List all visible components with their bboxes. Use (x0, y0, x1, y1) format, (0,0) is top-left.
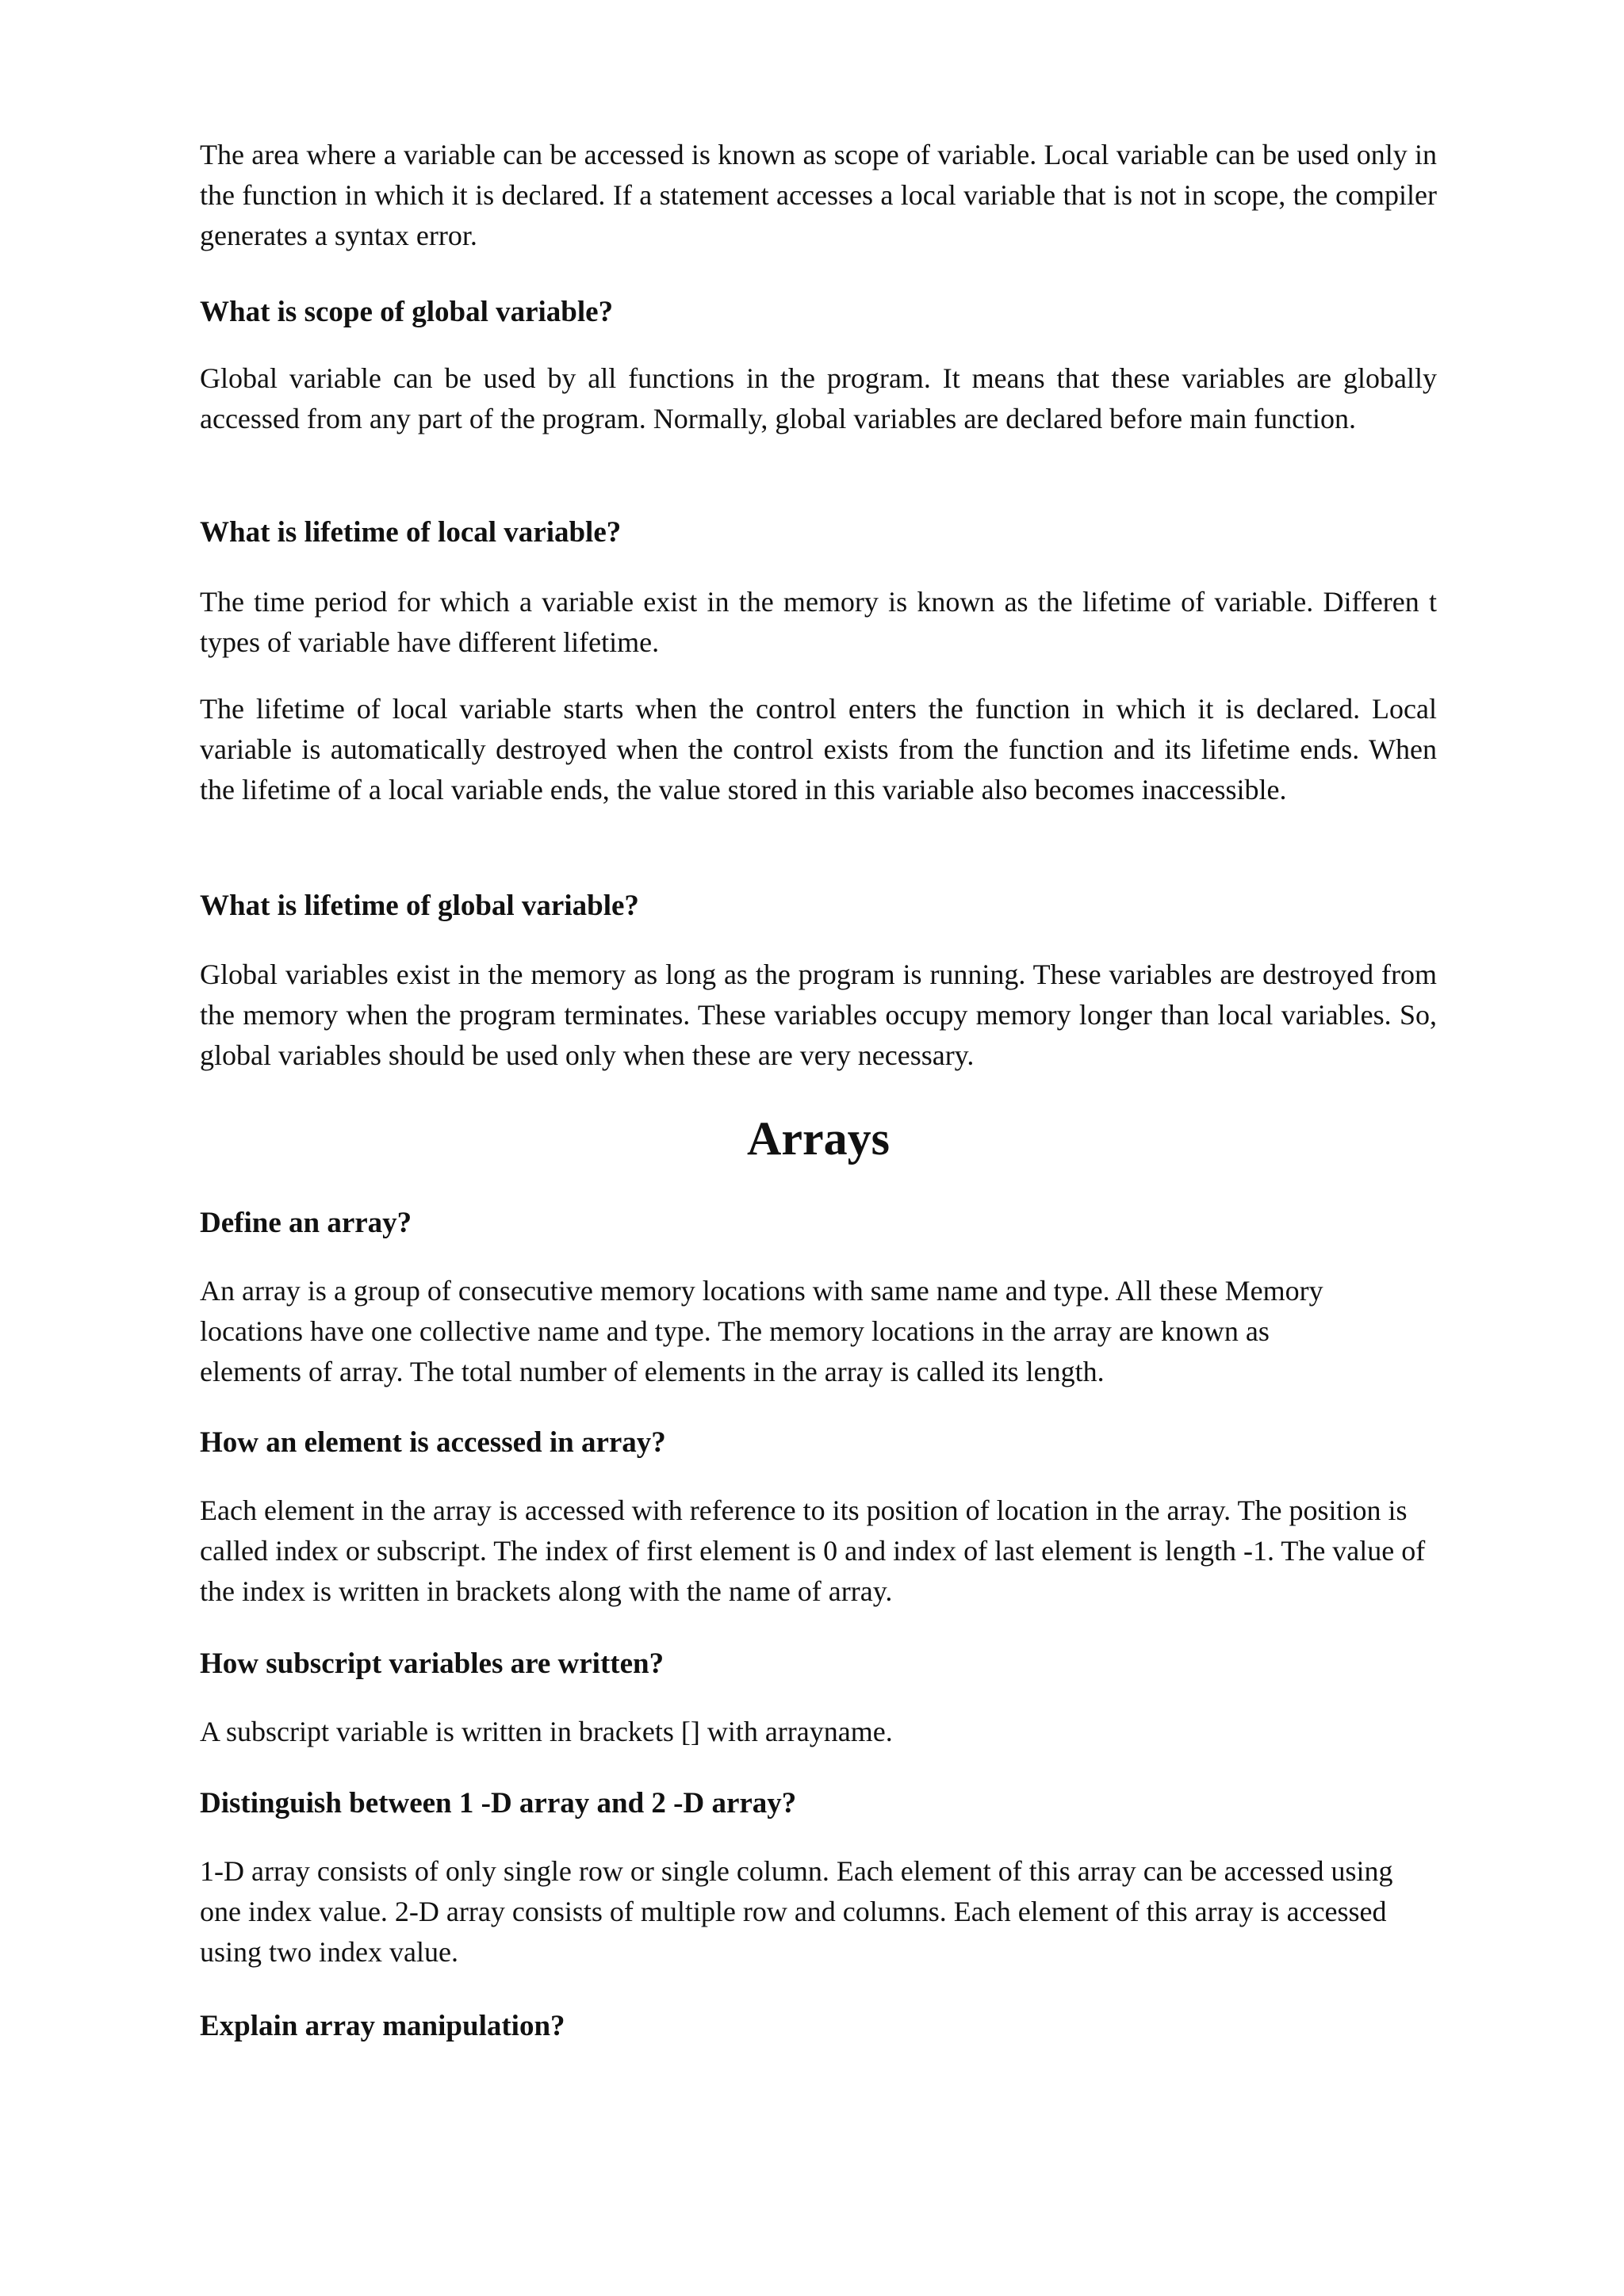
heading-subscript-variables: How subscript variables are written? (200, 1647, 665, 1680)
paragraph-access-element: Each element in the array is accessed with reference to its position of location in the array. The position is called index or subscript. The index of first element is 0 and index of last element is length -1. The value of the index is written in brackets along with the name of array. (200, 1494, 1426, 1607)
heading-1d-vs-2d: Distinguish between 1 -D array and 2 -D array? (200, 1787, 797, 1820)
heading-access-element: How an element is accessed in array? (200, 1426, 666, 1459)
paragraph-1d-vs-2d: 1-D array consists of only single row or single column. Each element of this array can be accessed using one index value. 2-D array consists of multiple row and columns. Each element of this array is accessed using two index value. (200, 1855, 1393, 1968)
heading-array-manipulation: Explain array manipulation? (200, 2010, 565, 2042)
paragraph-subscript-variables: A subscript variable is written in brackets [] with arrayname. (200, 1716, 893, 1747)
paragraph-scope-global: Global variable can be used by all functions in the program. It means that these variables are globally accessed from any part of the program. Normally, global variables are declared before main function. (200, 362, 1437, 434)
paragraph-scope-of-variable: The area where a variable can be accessed is known as scope of variable. Local variable can be used only in the function in which it is declared. If a statement accesses a local variable that is not in scope, the compiler generates a syntax error. (200, 139, 1437, 251)
section-title-arrays: Arrays (747, 1112, 890, 1165)
paragraph-lifetime-global: Global variables exist in the memory as long as the program is running. These variables are destroyed from the memory when the program terminates. These variables occupy memory longer than local variables. So, global variables should be used only when these are very necessary. (200, 959, 1437, 1071)
heading-scope-global: What is scope of global variable? (200, 296, 614, 328)
paragraph-lifetime-local: The lifetime of local variable starts when the control enters the function in which it is declared. Local variable is automatically destroyed when the control exists from the function and its lifetime ends. When the lifetime of a local variable ends, the value stored in this variable also becomes inaccessible. (200, 693, 1437, 806)
heading-define-array: Define an array? (200, 1207, 412, 1239)
heading-lifetime-local: What is lifetime of local variable? (200, 516, 622, 549)
paragraph-define-array: An array is a group of consecutive memory locations with same name and type. All these Memory locations have one collective name and type. The memory locations in the array are known as elements of array. The total number of elements in the array is called its length. (200, 1275, 1323, 1387)
heading-lifetime-global: What is lifetime of global variable? (200, 890, 639, 922)
paragraph-lifetime-definition: The time period for which a variable exist in the memory is known as the lifetime of variable. Differen t types of variable have different lifetime. (200, 586, 1437, 658)
